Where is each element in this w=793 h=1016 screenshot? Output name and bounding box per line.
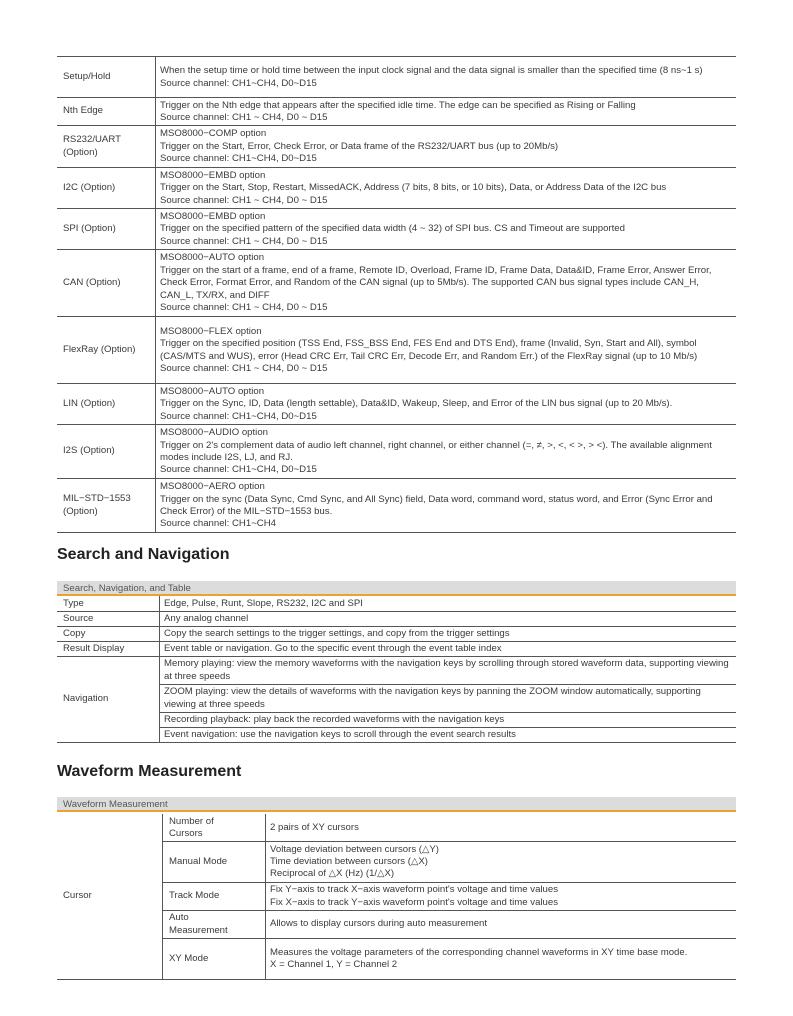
row-description: When the setup time or hold time between the input clock signal and the data signal is smaller than the specified time (8 ns~1 s) Source channel: CH1~CH4, D0~D15 bbox=[156, 57, 737, 98]
row-description: MSO8000−AUDIO option Trigger on 2's complement data of audio left channel, right channel, or either channel (=, ≠, >, <, < >, > <). The available alignment modes include I2S, LJ, and RJ. Source channel: CH1~CH4, D0~D15 bbox=[156, 425, 737, 479]
cursor-group-label: Cursor bbox=[57, 814, 163, 979]
table-row bbox=[57, 626, 736, 641]
section-heading-waveform: Waveform Measurement bbox=[57, 763, 242, 780]
row-label: LIN (Option) bbox=[57, 384, 156, 425]
row-label: Nth Edge bbox=[57, 98, 156, 126]
row-description: ZOOM playing: view the details of waveforms with the navigation keys by panning the ZOOM window automatically, supporting viewing at three speeds bbox=[160, 684, 737, 712]
row-label: XY Mode bbox=[163, 938, 266, 979]
search-table bbox=[57, 596, 736, 743]
row-label: CAN (Option) bbox=[57, 250, 156, 317]
row-description: Any analog channel bbox=[160, 611, 737, 626]
row-description: Measures the voltage parameters of the corresponding channel waveforms in XY time base mode. X = Channel 1, Y = Channel 2 bbox=[266, 938, 737, 979]
row-label: Manual Mode bbox=[163, 841, 266, 882]
table-row bbox=[57, 98, 736, 126]
table-row bbox=[57, 57, 736, 98]
table-row bbox=[57, 611, 736, 626]
row-label: Type bbox=[57, 596, 160, 611]
row-label: Result Display bbox=[57, 641, 160, 656]
table-row bbox=[57, 126, 736, 168]
row-description: Event table or navigation. Go to the specific event through the event table index bbox=[160, 641, 737, 656]
row-description: MSO8000−AUTO option Trigger on the Sync, ID, Data (length settable), Data&ID, Wakeup, Sleep, and Error of the LIN bus signal (up to 20 Mb/s). Source channel: CH1~CH4, D0~D15 bbox=[156, 384, 737, 425]
table-row bbox=[57, 656, 736, 684]
row-description: MSO8000−FLEX option Trigger on the specified position (TSS End, FSS_BSS End, FES End and DTS End), frame (Invalid, Syn, Start and All), symbol (CAS/MTS and WUS), error (Head CRC Err, Tail CRC Err, Decode Err, and Random Err.) of the FlexRay signal (up to 10 Mb/s) Source channel: CH1 ~ CH4, D0 ~ D15 bbox=[156, 317, 737, 384]
search-table-title: Search, Navigation, and Table bbox=[57, 581, 736, 596]
row-description: Voltage deviation between cursors (△Y) Time deviation between cursors (△X) Reciprocal of △X (Hz) (1/△X) bbox=[266, 841, 737, 882]
table-row bbox=[57, 168, 736, 209]
row-label: Source bbox=[57, 611, 160, 626]
row-description: Memory playing: view the memory waveforms with the navigation keys by scrolling through stored waveform data, supporting viewing at three speeds bbox=[160, 656, 737, 684]
table-row bbox=[57, 641, 736, 656]
row-description: Copy the search settings to the trigger settings, and copy from the trigger settings bbox=[160, 626, 737, 641]
table-row bbox=[57, 384, 736, 425]
table-row bbox=[57, 596, 736, 611]
row-label: MIL−STD−1553 (Option) bbox=[57, 479, 156, 533]
table-row bbox=[57, 425, 736, 479]
trigger-table bbox=[57, 56, 736, 533]
row-label: Auto Measurement bbox=[163, 910, 266, 938]
table-row bbox=[57, 684, 736, 712]
waveform-table bbox=[57, 814, 736, 980]
table-row bbox=[57, 712, 736, 727]
section-heading-search: Search and Navigation bbox=[57, 546, 230, 563]
table-row bbox=[57, 479, 736, 533]
row-label: RS232/UART (Option) bbox=[57, 126, 156, 168]
row-label: I2C (Option) bbox=[57, 168, 156, 209]
row-description: Event navigation: use the navigation keys to scroll through the event search results bbox=[160, 727, 737, 742]
row-description: MSO8000−EMBD option Trigger on the specified pattern of the specified data width (4 ~ 32) of SPI bus. CS and Timeout are supported Source channel: CH1 ~ CH4, D0 ~ D15 bbox=[156, 209, 737, 250]
row-description: MSO8000−COMP option Trigger on the Start, Error, Check Error, or Data frame of the RS232/UART bus (up to 20Mb/s) Source channel: CH1~CH4, D0~D15 bbox=[156, 126, 737, 168]
row-description: Edge, Pulse, Runt, Slope, RS232, I2C and SPI bbox=[160, 596, 737, 611]
table-row bbox=[57, 317, 736, 384]
row-label: I2S (Option) bbox=[57, 425, 156, 479]
row-label: Track Mode bbox=[163, 882, 266, 910]
row-label: Copy bbox=[57, 626, 160, 641]
row-description: Trigger on the Nth edge that appears after the specified idle time. The edge can be specified as Rising or Falling Source channel: CH1 ~ CH4, D0 ~ D15 bbox=[156, 98, 737, 126]
row-description: MSO8000−AUTO option Trigger on the start of a frame, end of a frame, Remote ID, Overload, Frame ID, Frame Data, Data&ID, Frame Error, Answer Error, Check Error, Format Error, and Random of the CAN signal (up to 5Mb/s). The supported CAN bus signal types include CAN_H, CAN_L, TX/RX, and DIFF Source channel: CH1 ~ CH4, D0 ~ D15 bbox=[156, 250, 737, 317]
row-description: Recording playback: play back the recorded waveforms with the navigation keys bbox=[160, 712, 737, 727]
table-row bbox=[57, 250, 736, 317]
table-row bbox=[57, 209, 736, 250]
row-label: Navigation bbox=[57, 656, 160, 742]
row-label: Setup/Hold bbox=[57, 57, 156, 98]
waveform-table-title: Waveform Measurement bbox=[57, 797, 736, 812]
table-row bbox=[57, 814, 736, 841]
row-description: Fix Y−axis to track X−axis waveform point's voltage and time values Fix X−axis to track Y−axis waveform point's voltage and time values bbox=[266, 882, 737, 910]
row-label: FlexRay (Option) bbox=[57, 317, 156, 384]
row-description: Allows to display cursors during auto measurement bbox=[266, 910, 737, 938]
table-row bbox=[57, 727, 736, 742]
row-label: SPI (Option) bbox=[57, 209, 156, 250]
row-description: MSO8000−AERO option Trigger on the sync (Data Sync, Cmd Sync, and All Sync) field, Data word, command word, status word, and Error (Sync Error and Check Error) of the MIL−STD−1553 bus. Source channel: CH1~CH4 bbox=[156, 479, 737, 533]
row-label: Number of Cursors bbox=[163, 814, 266, 841]
row-description: MSO8000−EMBD option Trigger on the Start, Stop, Restart, MissedACK, Address (7 bits, 8 bits, or 10 bits), Data, or Address Data of the I2C bus Source channel: CH1 ~ CH4, D0 ~ D15 bbox=[156, 168, 737, 209]
row-description: 2 pairs of XY cursors bbox=[266, 814, 737, 841]
